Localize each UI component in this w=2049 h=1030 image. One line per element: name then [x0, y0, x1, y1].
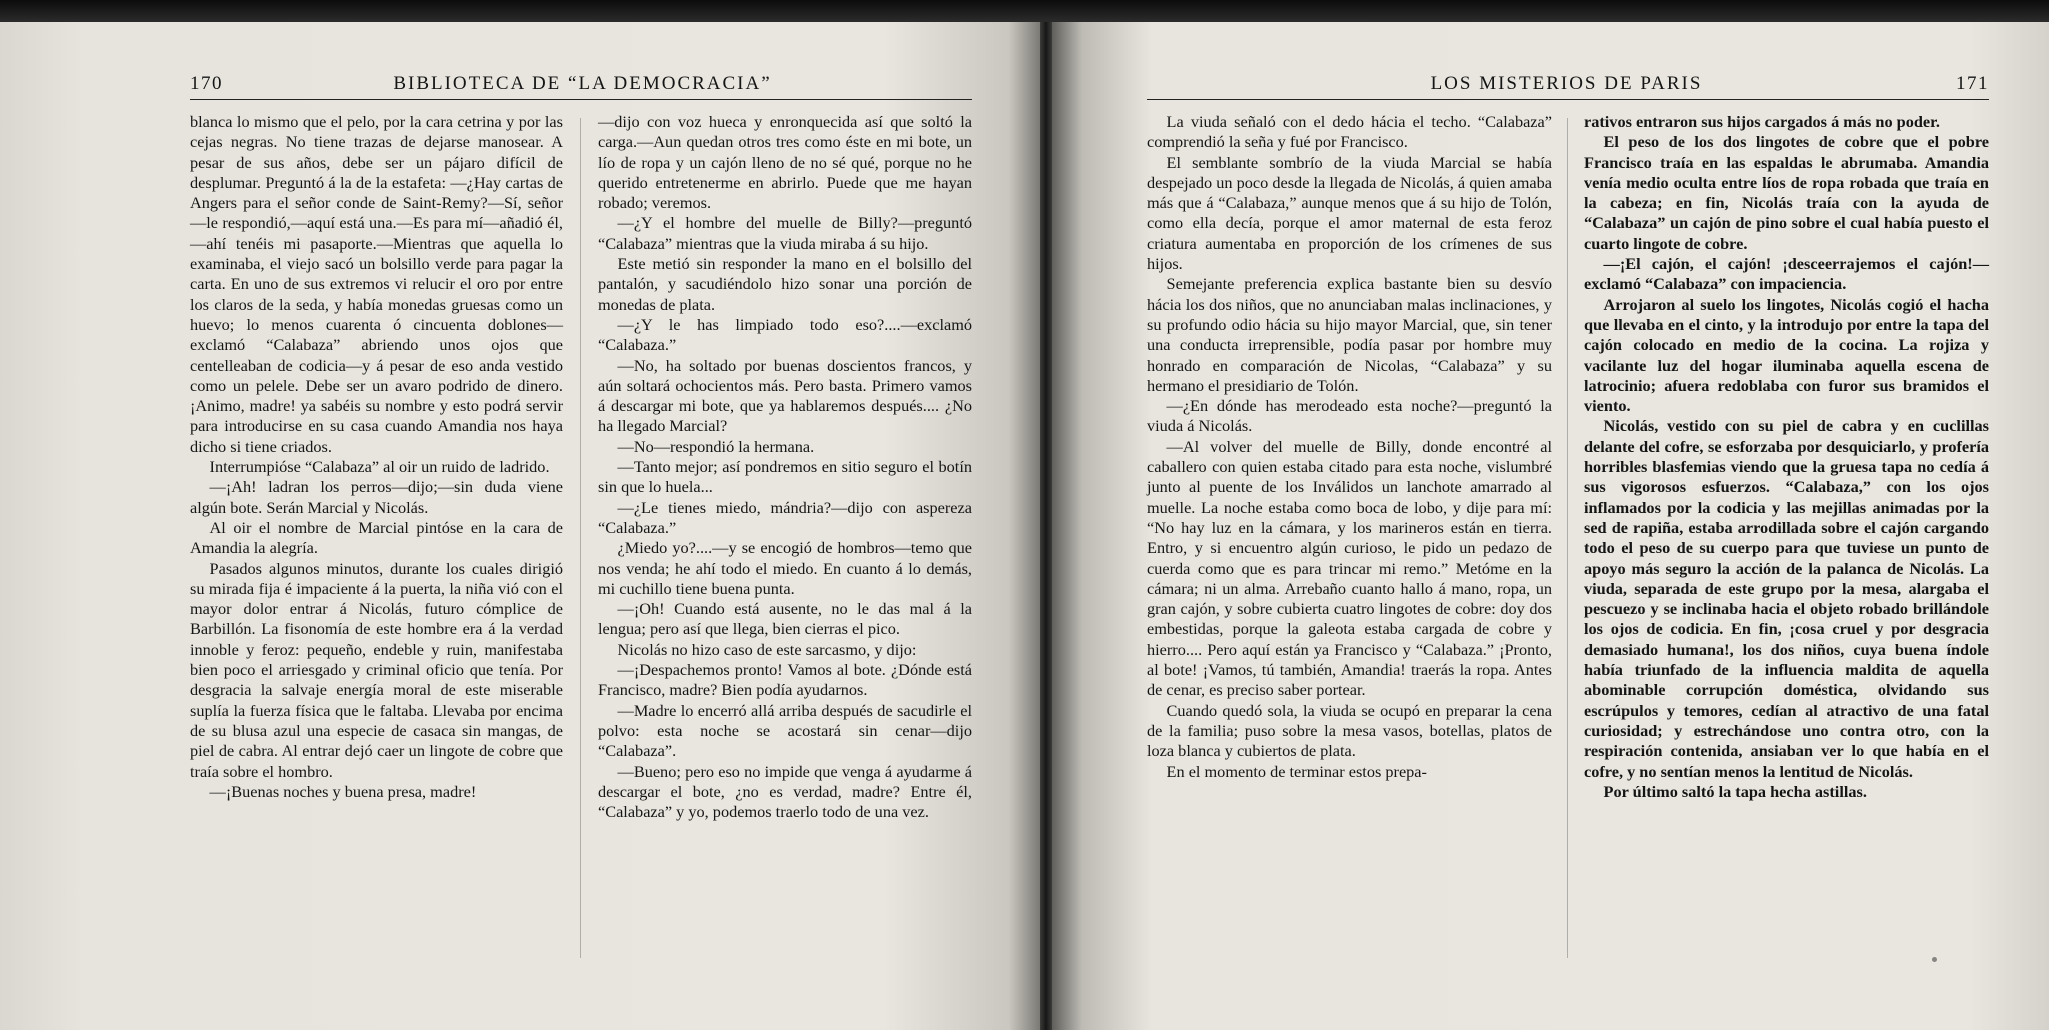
page-number-right: 171: [1956, 73, 1989, 94]
paragraph: En el momento de terminar estos prepa-: [1166, 761, 1427, 781]
paragraph: Nicolás no hizo caso de este sarcasmo, y dijo:: [617, 639, 917, 659]
paragraph: —¿En dónde has merodeado esta noche?—preguntó la viuda á Nicolás.: [1147, 396, 1552, 436]
paragraph: blanca lo mismo que el pelo, por la cara cetrina y por las cejas negras. No tiene trazas de dejarse manosear. A pesar de sus años, debe ser un pájaro difícil de desplumar. Preguntó á la de la estafeta: —¿Hay cartas de Angers para el señor conde de Saint-Remy?—Sí, señor—le respondió,—aquí está una.—Es para mí—añadió él,—ahí tenéis mi pasaporte.—Mientras que aquella lo examinaba, el viejo sacó un bolsillo verde para pagar la carta. En uno de sus extremos vi relucir el oro por entre los claros de la seda, y había monedas gruesas como un huevo; lo menos cuarenta ó cincuenta doblones—exclamó “Calabaza” abriendo unos ojos que centelleaban de codicia—y á pesar de eso anda vestido como un pelele. Debe ser un avaro podrido de dinero. ¡Animo, madre! ya sabéis su nombre y esto podrá servir para introducirse en su casa cuando Amandia nos haya dicho si tiene criados.: [190, 112, 563, 456]
running-head-right: LOS MISTERIOS DE PARIS: [1430, 73, 1703, 94]
right-page: [1052, 22, 2049, 1030]
left-page: [0, 22, 1040, 1030]
paragraph: Cuando quedó sola, la viuda se ocupó en preparar la cena de la familia; puso sobre la mesa vasos, botellas, platos de loza blanca y cubiertos de plata.: [1147, 700, 1552, 761]
paragraph: —¡Oh! Cuando está ausente, no le das mal á la lengua; pero así que llega, bien cierras el pico.: [598, 599, 972, 639]
paragraph: La viuda señaló con el dedo hácia el techo. “Calabaza” comprendió la seña y fué por Francisco.: [1147, 112, 1552, 152]
right-column-2: [1584, 112, 1989, 802]
paragraph: El peso de los dos lingotes de cobre que el pobre Francisco traía en las espaldas le abrumaba. Amandia venía medio oculta entre líos de ropa robada que traía en la cabeza; en fin, Nicolás traía con la ayuda de “Calabaza” un cajón de pino sobre el cual había puesto el cuarto lingote de cobre.: [1584, 132, 1989, 253]
paragraph: Por último saltó la tapa hecha astillas.: [1603, 781, 1867, 801]
paragraph: rativos entraron sus hijos cargados á más no poder.: [1584, 112, 1940, 131]
paragraph: —Tanto mejor; así pondremos en sitio seguro el botín sin que lo huela...: [598, 457, 972, 497]
paragraph: —¿Y el hombre del muelle de Billy?—preguntó “Calabaza” mientras que la viuda miraba á su hijo.: [598, 213, 972, 253]
book-gutter: [1040, 22, 1052, 1030]
running-head-left: BIBLIOTECA DE “LA DEMOCRACIA”: [393, 73, 772, 94]
paragraph: Arrojaron al suelo los lingotes, Nicolás cogió el hacha que llevaba en el cinto, y la introdujo por entre la tapa del cajón colocado en medio de la cocina. La rojiza y vacilante luz del hogar iluminaba aquella escena de latrocinio; afuera redoblaba con furor sus bramidos el viento.: [1584, 294, 1989, 416]
paragraph: —Bueno; pero eso no impide que venga á ayudarme á descargar el bote, ¿no es verdad, madre? Entre él, “Calabaza” y yo, podemos traerlo todo de una vez.: [598, 761, 972, 822]
paragraph: —¿Y le has limpiado todo eso?....—exclamó “Calabaza.”: [598, 314, 972, 355]
page-number-left: 170: [190, 73, 223, 94]
paragraph: —¡Despachemos pronto! Vamos al bote. ¿Dónde está Francisco, madre? Bien podía ayudarnos.: [598, 660, 972, 700]
left-page-header: [190, 70, 972, 100]
ink-speck: [1932, 957, 1937, 962]
paragraph: Nicolás, vestido con su piel de cabra y en cuclillas delante del cofre, se esforzaba por desquiciarlo, y profería horribles blasfemias viendo que la gruesa tapa no cedía á sus vigorosos esfuerzos. “Calabaza,” con los ojos inflamados por la codicia y las mejillas animadas por la sed de rapiña, estaba arrodillada sobre el cajón cargando todo el peso de su cuerpo para que tuviese un punto de apoyo más seguro la acción de la palanca de Nicolás. La viuda, separada de este grupo por la mesa, alargaba el pescuezo y se inclinaba hacia el objeto robado brillándole los ojos de codicia. En fin, ¡cosa cruel y por desgracia demasiado humana!, los dos niños, cuya buena índole había triunfado de la influencia maldita de aquella abominable corrupción doméstica, olvidando sus escrúpulos y temores, cedían al atractivo de una fatal curiosidad; y estrechándose uno contra otro, con la respiración contenida, ansiaban ver lo que había en el cofre, y no sentían menos la lentitud de Nicolás.: [1584, 416, 1989, 781]
paragraph: —No, ha soltado por buenas doscientos francos, y aún soltará ochocientos más. Pero basta. Primero vamos á descargar mi bote, que ya hablaremos después.... ¿No ha llegado Marcial?: [598, 355, 972, 436]
paragraph: Semejante preferencia explica bastante bien su desvío hácia los dos niños, que no anunciaban malas inclinaciones, y su profundo odio hácia su hijo mayor Marcial, que, sin tener una conducta irreprensible, podía pasar por hombre muy honrado en comparación de Nicolas, “Calabaza” y su hermano el presidiario de Tolón.: [1147, 274, 1552, 395]
paragraph: —Madre lo encerró allá arriba después de sacudirle el polvo: esta noche se acostará sin cenar—dijo “Calabaza”.: [598, 700, 972, 761]
paragraph: Al oir el nombre de Marcial pintóse en la cara de Amandia la alegría.: [190, 517, 563, 558]
right-column-1: [1147, 112, 1552, 782]
paragraph: ¿Miedo yo?....—y se encogió de hombros—temo que nos venda; he ahí todo el miedo. En cuanto á lo demás, mi cuchillo tiene buena punta.: [598, 538, 972, 598]
column-divider: [580, 118, 581, 958]
paragraph: El semblante sombrío de la viuda Marcial se había despejado un poco desde la llegada de Nicolás, á quien amaba más que á “Calabaza,” aunque menos que á su hijo de Tolón, como ella decía, porque el amor maternal de esta feroz criatura aumentaba en proporción de los crímenes de sus hijos.: [1147, 152, 1552, 274]
paragraph: —¡Ah! ladran los perros—dijo;—sin duda viene algún bote. Serán Marcial y Nicolás.: [190, 477, 563, 517]
paragraph: —¡El cajón, el cajón! ¡desceerrajemos el cajón!—exclamó “Calabaza” con impaciencia.: [1584, 254, 1989, 294]
paragraph: —Al volver del muelle de Billy, donde encontré al caballero con quien estaba citado para esta noche, vislumbré junto al puente de los Inválidos un lanchote amarrado al muelle. La noche estaba como boca de lobo, y dije para mí: “No hay luz en la cámara, y los marineros están en tierra. Entro, y si encuentro algún curioso, le pido un pedazo de cuerda como que es para trincar mi remo.” Metóme en la cámara; ni un alma. Arrebaño cuanto hallo á mano, ropa, un gran cajón, y sobre cubierta cuatro lingotes de cobre: doy dos embestidas, porque la galeota estaba cargada de cobre y hierro.... Pero aquí están ya Francisco y “Calabaza.” ¡Pronto, al bote! ¡Vamos, tú también, Amandia! traerás la ropa. Antes de cenar, es preciso saber portear.: [1147, 436, 1552, 700]
paragraph: —dijo con voz hueca y enronquecida así que soltó la carga.—Aun quedan otros tres como éste en mi bote, un lío de ropa y un cajón lleno de no sé qué, porque no he querido entretenerme en abrirlo. Puede que me hayan robado; veremos.: [598, 112, 972, 213]
paragraph: —No—respondió la hermana.: [617, 436, 815, 456]
paragraph: —¿Le tienes miedo, mándria?—dijo con aspereza “Calabaza.”: [598, 497, 972, 537]
scan-edge: [0, 0, 2049, 22]
right-page-header: [1147, 70, 1989, 100]
column-divider: [1567, 118, 1568, 958]
paragraph: Este metió sin responder la mano en el bolsillo del pantalón, y sacudiéndolo hizo sonar una porción de monedas de plata.: [598, 254, 972, 314]
paragraph: Pasados algunos minutos, durante los cuales dirigió su mirada fija é impaciente á la puerta, la niña vió con el mayor dolor entrar á Nicolás, futuro cómplice de Barbillón. La fisonomía de este hombre era á la verdad innoble y feroz: pequeño, endeble y ruin, manifestaba bien poco el arriesgado y criminal oficio que tenía. Por desgracia la salvaje energía moral de este miserable suplía la fuerza física que le faltaba. Llevaba por encima de su blusa azul una especie de casaca sin mangas, de piel de cabra. Al entrar dejó caer un lingote de cobre que traía sobre el hombro.: [190, 558, 563, 781]
paragraph: —¡Buenas noches y buena presa, madre!: [209, 781, 477, 801]
left-column-2: [598, 112, 972, 822]
paragraph: Interrumpióse “Calabaza” al oir un ruido de ladrido.: [209, 457, 550, 477]
left-column-1: [190, 112, 563, 802]
